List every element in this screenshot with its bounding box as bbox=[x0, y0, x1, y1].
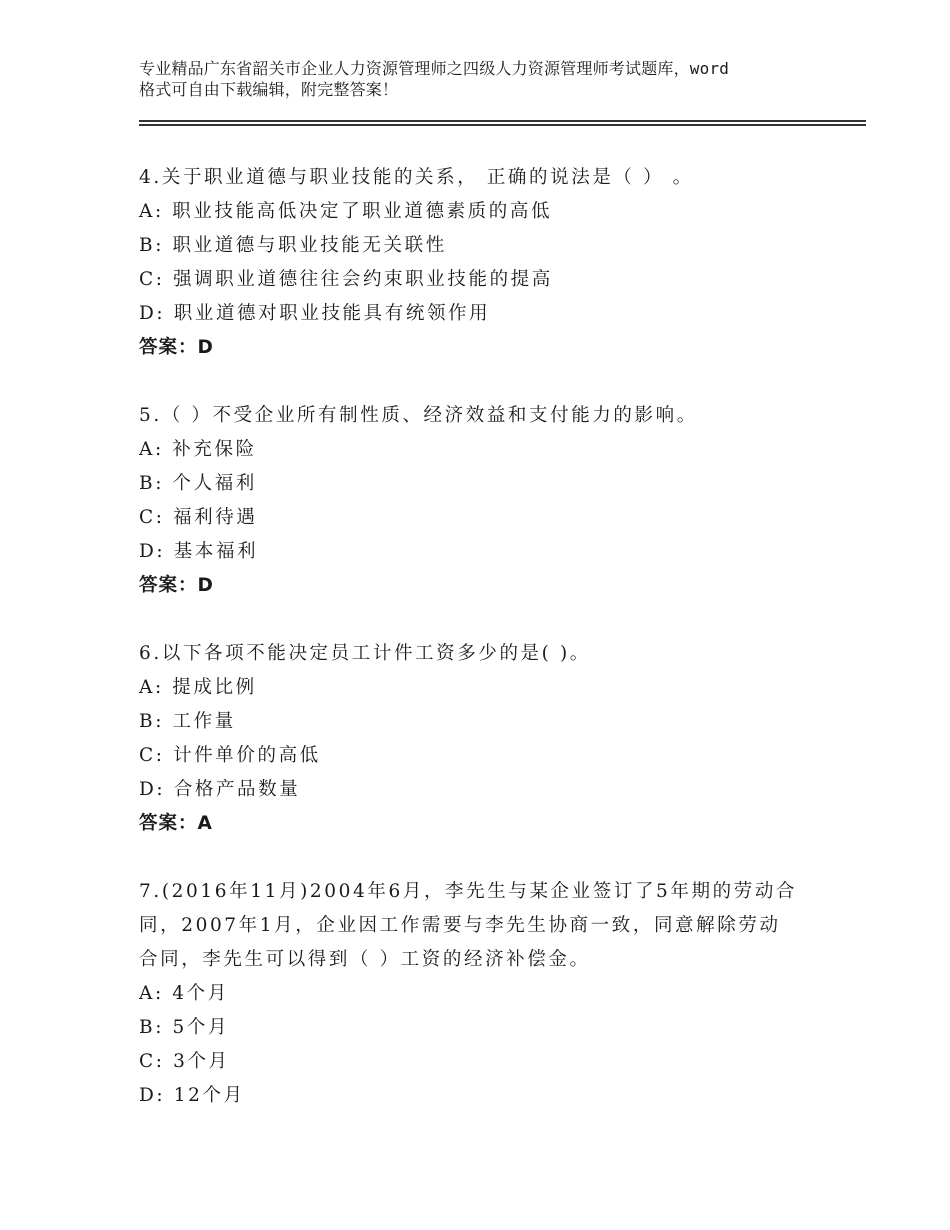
question-7 bbox=[139, 875, 829, 1113]
option-d: D: 12个月 bbox=[139, 1085, 245, 1106]
header-divider-top bbox=[139, 120, 866, 122]
option-d: D: 基本福利 bbox=[139, 541, 259, 562]
option-c: C: 强调职业道德往往会约束职业技能的提高 bbox=[139, 269, 553, 290]
option-a: A: 补充保险 bbox=[139, 439, 257, 460]
option-a: A: 提成比例 bbox=[139, 677, 257, 698]
option-c: C: 计件单价的高低 bbox=[139, 745, 321, 766]
document-header bbox=[139, 58, 829, 100]
option-b: B: 5个月 bbox=[139, 1017, 230, 1038]
question-text: 6.以下各项不能决定员工计件工资多少的是( )。 bbox=[139, 643, 591, 664]
question-4 bbox=[139, 161, 829, 365]
question-list bbox=[139, 161, 829, 1147]
header-divider-bottom bbox=[139, 124, 866, 126]
option-b: B: 职业道德与职业技能无关联性 bbox=[139, 235, 447, 256]
question-text-line-2: 同，2007年1月，企业因工作需要与李先生协商一致，同意解除劳动 bbox=[139, 915, 781, 936]
option-a: A: 4个月 bbox=[139, 983, 229, 1004]
option-c: C: 3个月 bbox=[139, 1051, 230, 1072]
question-text-line-1: 7.(2016年11月)2004年6月，李先生与某企业签订了5年期的劳动合 bbox=[139, 881, 798, 902]
option-b: B: 个人福利 bbox=[139, 473, 257, 494]
option-b: B: 工作量 bbox=[139, 711, 236, 732]
question-text: 4.关于职业道德与职业技能的关系， 正确的说法是（ ） 。 bbox=[139, 167, 694, 188]
header-line-1: 专业精品广东省韶关市企业人力资源管理师之四级人力资源管理师考试题库，word bbox=[139, 59, 730, 78]
option-c: C: 福利待遇 bbox=[139, 507, 258, 528]
question-text-line-3: 合同，李先生可以得到（ ）工资的经济补偿金。 bbox=[139, 949, 591, 970]
answer: 答案：D bbox=[139, 575, 214, 596]
question-6 bbox=[139, 637, 829, 841]
question-text: 5.（ ）不受企业所有制性质、经济效益和支付能力的影响。 bbox=[139, 405, 698, 426]
question-5 bbox=[139, 399, 829, 603]
answer: 答案：A bbox=[139, 813, 213, 834]
header-line-2: 格式可自由下载编辑，附完整答案！ bbox=[139, 80, 399, 99]
option-d: D: 职业道德对职业技能具有统领作用 bbox=[139, 303, 491, 324]
option-a: A: 职业技能高低决定了职业道德素质的高低 bbox=[139, 201, 553, 222]
answer: 答案：D bbox=[139, 337, 214, 358]
option-d: D: 合格产品数量 bbox=[139, 779, 301, 800]
